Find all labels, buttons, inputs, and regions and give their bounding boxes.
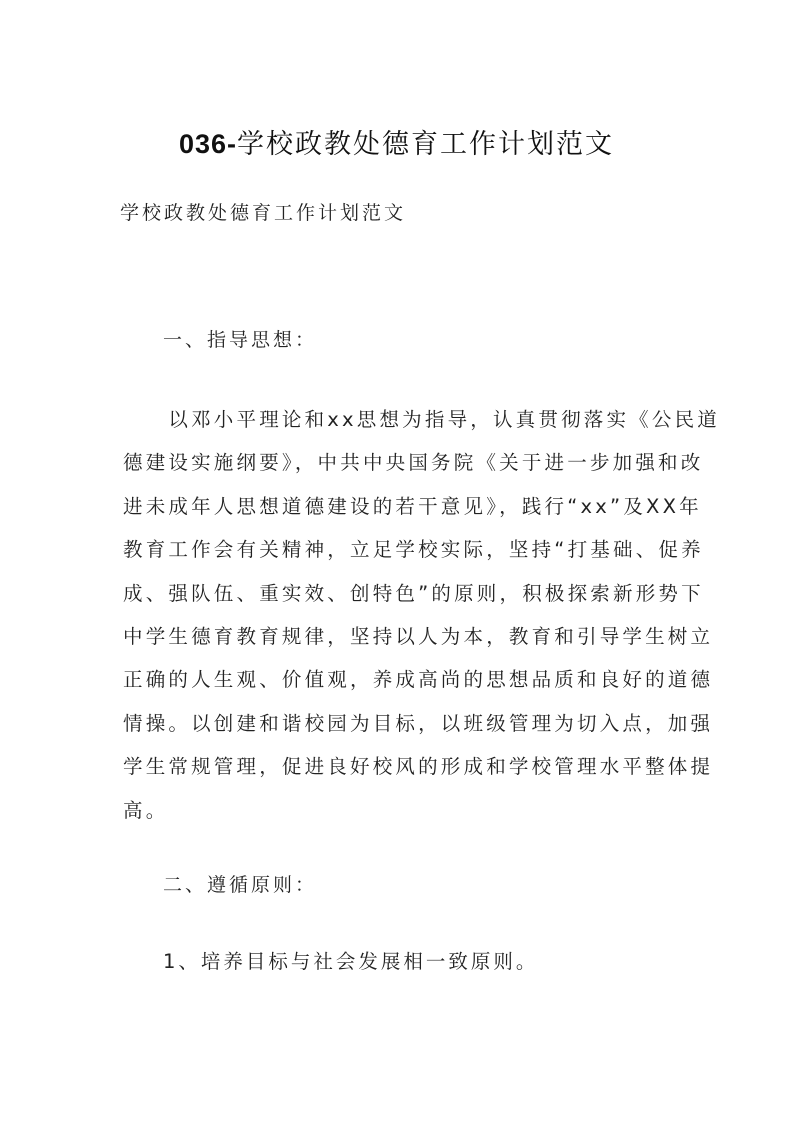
- section-paragraph-guiding-ideology: [123, 398, 720, 832]
- paragraph-line: 高。: [123, 798, 169, 822]
- paragraph-line: 成、强队伍、重实效、创特色”的原则，积极探索新形势下: [123, 581, 704, 605]
- paragraph-line: 正确的人生观、价值观，养成高尚的思想品质和良好的道德: [123, 668, 714, 692]
- paragraph-line: 以邓小平理论和xx思想为指导，认真贯彻落实《公民道: [123, 408, 720, 431]
- paragraph-line: 学生常规管理，促进良好校风的形成和学校管理水平整体提: [123, 755, 714, 779]
- paragraph-line: 德建设实施纲要》，中共中央国务院《关于进一步加强和改: [123, 451, 704, 475]
- document-title: [0, 122, 793, 161]
- title-main: 学校政教处德育工作计划范文: [237, 129, 615, 160]
- title-prefix: 036-: [178, 129, 238, 159]
- paragraph-line: 教育工作会有关精神，立足学校实际，坚持“打基础、促养: [123, 538, 704, 562]
- paragraph-line: 进未成年人思想道德建设的若干意见》，践行“xx”及XX年: [123, 494, 702, 518]
- paragraph-line: 情操。以创建和谐校园为目标，以班级管理为切入点，加强: [123, 711, 714, 735]
- paragraph-line: 中学生德育教育规律，坚持以人为本，教育和引导学生树立: [123, 625, 714, 649]
- section-heading-guiding-ideology: 一、指导思想：: [163, 329, 318, 351]
- document-subtitle: 学校政教处德育工作计划范文: [120, 202, 407, 224]
- section-heading-principles: 二、遵循原则：: [163, 874, 318, 896]
- principle-item-1: 1、培养目标与社会发展相一致原则。: [163, 950, 539, 973]
